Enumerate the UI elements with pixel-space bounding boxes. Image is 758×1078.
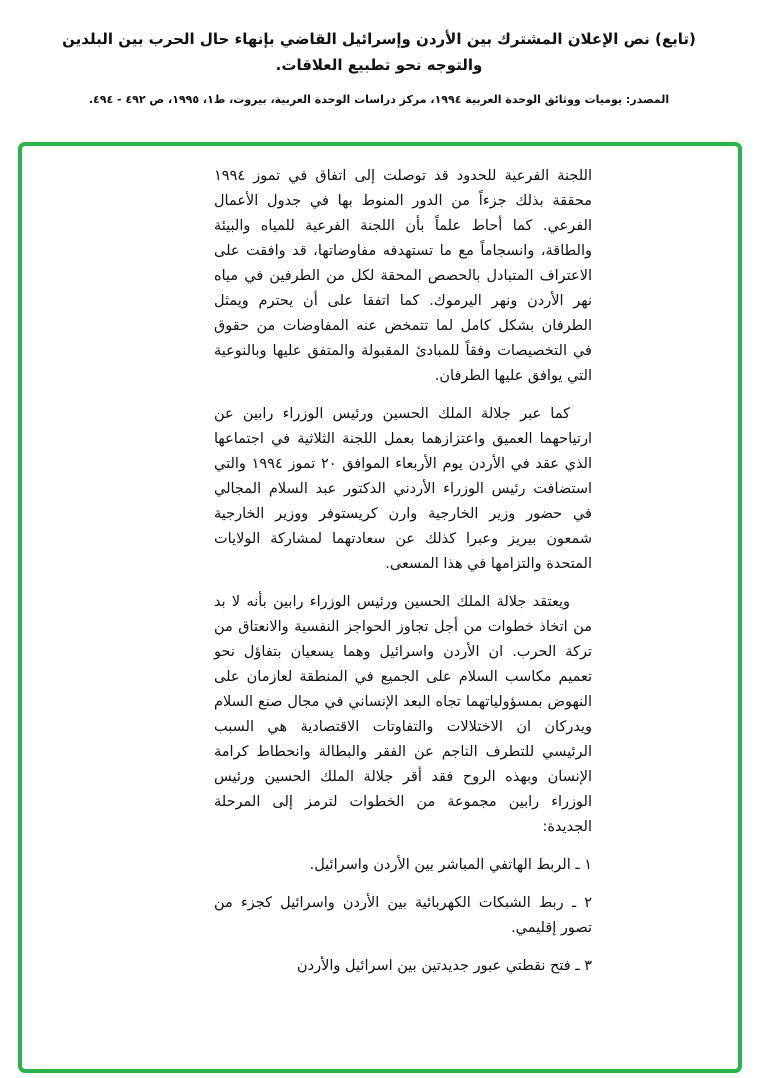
document-title: (تابع) نص الإعلان المشترك بين الأردن وإسرائيل القاضي بإنهاء حال الحرب بين البلدين والتوجه نحو تطبيع العلاقات.	[62, 30, 696, 75]
document-body-frame	[18, 142, 742, 1073]
list-item-crossing-points: ٣ ـ فتح نقطتي عبور جديدتين بين اسرائيل والأردن	[297, 958, 592, 974]
paragraph-border-subcommittee: اللجنة الفرعية للحدود قد توصلت إلى اتفاق في تموز ١٩٩٤ محققة بذلك جزءاً من الدور المنوط بها في جدول الأعمال الفرعي. كما أحاط علماً بأن اللجنة الفرعية للمياه والبيئة والطاقة، وانسجاماً مع ما تستهدفه مفاوضاتها، قد وافقت على الاعتراف المتبادل بالحصص المحقة لكل من الطرفين في مياه نهر الأردن ونهر اليرموك. كما اتفقا على أن يحترم ويمثل الطرفان بشكل كامل لما تتمخض عنه المفاوضات من حقوق في التخصيصات وفقاً للمبادئ المقبولة والمتفق عليها وبالنوعية التي يوافق عليها الطرفان.	[214, 168, 592, 384]
paragraph-trilateral-committee: كما عبر جلالة الملك الحسين ورئيس الوزراء رابين عن ارتياحهما العميق واعتزازهما بعمل اللجنة الثلاثية في اجتماعها الذي عقد في الأردن يوم الأربعاء الموافق ٢٠ تموز ١٩٩٤ والتي استضافت رئيس الوزراء الأردني الدكتور عبد السلام المجالي في حضور وزير الخارجية وارن كريستوفر ووزير الخارجية شمعون بيريز وعبرا كذلك عن سعادتهما لمشاركة الولايات المتحدة والتزامها في هذا المسعى.	[214, 406, 592, 572]
document-text-column	[214, 164, 592, 992]
paragraph-psychological-barriers: ويعتقد جلالة الملك الحسين ورئيس الوزراء رابين بأنه لا بد من اتخاذ خطوات من أجل تجاوز الحواجز النفسية والانعتاق من تركة الحرب. ان الأردن واسرائيل وهما يسعيان بتفاؤل نحو تعميم مكاسب السلام على الجميع في المنطقة لعازمان على النهوض بمسؤولياتهما تجاه البعد الإنساني في مجال صنع السلام ويدركان ان الاختلالات والتفاوتات الاقتصادية هي السبب الرئيسي للتطرف الناجم عن الفقر والبطالة وانحطاط كرامة الإنسان وبهذه الروح فقد أقر جلالة الملك الحسين ورئيس الوزراء رابين مجموعة من الخطوات لترمز إلى المرحلة الجديدة:	[214, 594, 592, 835]
document-header	[0, 0, 758, 108]
document-source-citation: المصدر: يوميات ووثائق الوحدة العربية ١٩٩٤، مركز دراسات الوحدة العربية، بيروت، ط١، ١٩٩٥، ص ٤٩٢ - ٤٩٤.	[88, 92, 670, 106]
list-item-phone-link: ١ ـ الربط الهاتفي المباشر بين الأردن واسرائيل.	[309, 857, 592, 873]
list-item-electric-grids: ٢ ـ ربط الشبكات الكهربائية بين الأردن واسرائيل كجزء من تصور إقليمي.	[214, 895, 592, 936]
